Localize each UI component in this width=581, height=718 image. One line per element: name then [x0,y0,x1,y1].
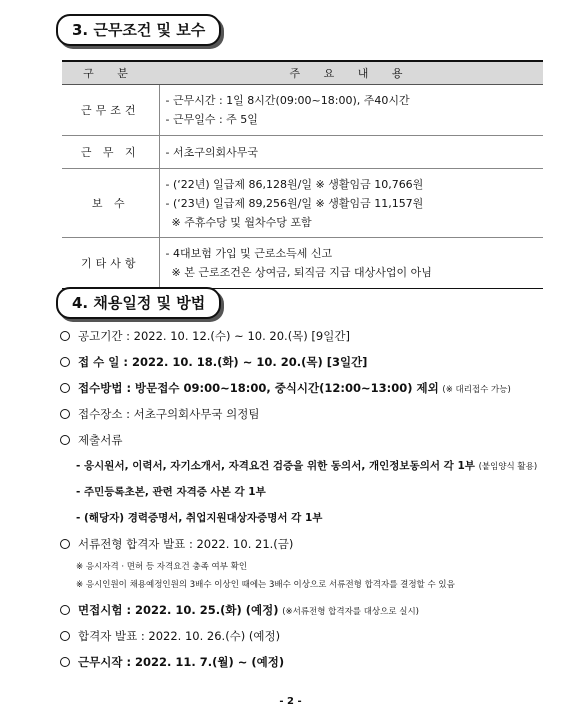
circle-bullet-icon [60,631,70,641]
row-line: - 근무시간 : 1일 8시간(09:00~18:00), 주40시간 [165,94,410,107]
item-text: 면접시험 : 2022. 10. 25.(화) (예정) [78,603,279,617]
table-header-row [62,61,543,85]
list-item [60,432,122,448]
work-conditions-table [62,60,543,289]
doc-note: (붙임양식 활용) [478,462,538,472]
doc-text: - (해당자) 경력증명서, 취업지원대상자증명서 각 1부 [76,512,323,524]
row-content [159,169,543,238]
doc-item [76,458,537,473]
item-text: 제출서류 [78,433,123,447]
item-text: 접 수 일 : 2022. 10. 18.(화) ~ 10. 20.(목) [3일간] [78,355,368,369]
note-line: ※ 응시자격 · 면허 등 자격요건 충족 여부 확인 [76,562,248,572]
item-text: 서류전형 합격자 발표 : 2022. 10. 21.(금) [78,537,294,551]
list-item [60,328,350,344]
doc-text: - 주민등록초본, 관련 자격증 사본 각 1부 [76,486,266,498]
row-line: - 근무일수 : 주 5일 [165,113,258,126]
list-item [60,354,367,370]
header-category: 구 분 [62,61,159,85]
circle-bullet-icon [60,331,70,341]
row-line: - (‘22년) 일급제 86,128원/일 ※ 생활임금 10,766원 [165,177,424,191]
circle-bullet-icon [60,357,70,367]
row-label: 보 수 [62,169,159,238]
section-4-heading: 4. 채용일정 및 방법 [56,287,221,319]
note-line: ※ 응시인원이 채용예정인원의 3배수 이상인 때에는 3배수 이상으로 서류전형 합격자를 결정할 수 있음 [76,580,455,590]
list-item [60,536,293,552]
row-content [159,85,543,136]
row-line: - 4대보험 가입 및 근로소득세 신고 [165,247,333,260]
list-item [60,628,280,644]
item-text: 합격자 발표 : 2022. 10. 26.(수) (예정) [78,629,281,643]
row-line: ※ 본 근로조건은 상여금, 퇴직금 지급 대상사업이 아님 [171,266,432,279]
row-content [159,136,543,169]
row-line: - (‘23년) 일급제 89,256원/일 ※ 생활임금 11,157원 [165,196,424,210]
item-text: 접수장소 : 서초구의회사무국 의정팀 [78,407,260,421]
section-3-heading: 3. 근무조건 및 보수 [56,14,221,46]
row-line: ※ 주휴수당 및 월차수당 포함 [171,215,312,229]
row-label: 근무조건 [62,85,159,136]
table-row [62,169,543,238]
row-line: - 서초구의회사무국 [165,145,258,159]
item-note: (※서류전형 합격자를 대상으로 실시) [282,607,420,617]
row-label: 근 무 지 [62,136,159,169]
table-row [62,238,543,289]
header-content: 주 요 내 용 [159,61,543,85]
circle-bullet-icon [60,409,70,419]
circle-bullet-icon [60,383,70,393]
item-text: 근무시작 : 2022. 11. 7.(월) ~ (예정) [78,655,285,669]
item-text: 공고기간 : 2022. 10. 12.(수) ~ 10. 20.(목) [9일간] [78,329,350,343]
circle-bullet-icon [60,657,70,667]
doc-text: - 응시원서, 이력서, 자기소개서, 자격요건 검증을 위한 동의서, 개인정보동의서 각 1부 [76,460,475,472]
list-item [60,602,419,618]
circle-bullet-icon [60,605,70,615]
row-label: 기타사항 [62,238,159,289]
list-item [60,654,284,670]
item-text: 접수방법 : 방문접수 09:00~18:00, 중식시간(12:00~13:00) 제외 [78,381,439,395]
circle-bullet-icon [60,435,70,445]
doc-item [76,484,266,499]
list-item [60,380,511,396]
list-item [60,406,259,422]
item-note: (※ 대리접수 가능) [442,385,511,395]
table-row [62,136,543,169]
page-number: - 2 - [279,696,302,707]
circle-bullet-icon [60,539,70,549]
doc-item [76,510,322,525]
table-row [62,85,543,136]
row-content [159,238,543,289]
